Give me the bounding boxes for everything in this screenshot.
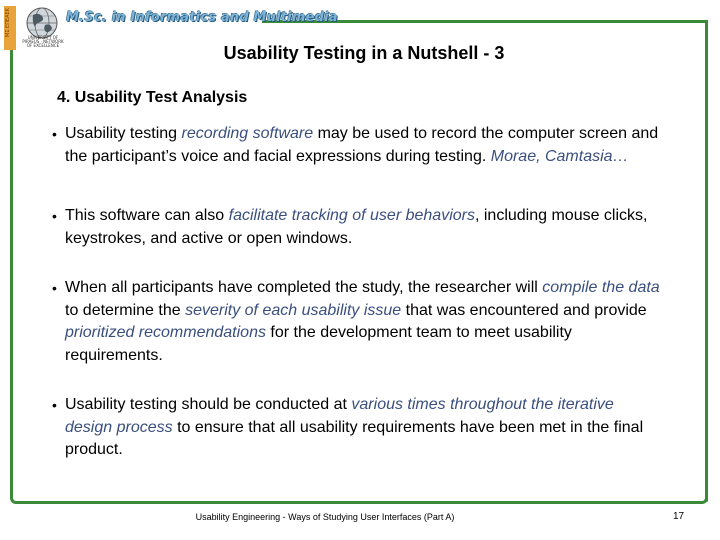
bullet-text: Usability testing should be conducted at bbox=[65, 396, 352, 413]
bullet-emphasis: recording software bbox=[181, 125, 314, 142]
section-heading: 4. Usability Test Analysis bbox=[57, 89, 248, 106]
bullet-emphasis: Morae, Camtasia… bbox=[490, 147, 629, 165]
bullet-emphasis: various times throughout the iterative design process bbox=[65, 396, 614, 436]
logo-caption: UNIVERSITY OF PIRAEUS · NETWORK OF EXCELLENCE bbox=[22, 35, 64, 48]
bullet-text: that was encountered and provide bbox=[401, 301, 647, 319]
bullet-text: Usability testing bbox=[65, 125, 182, 142]
frame-left-border bbox=[10, 46, 13, 498]
bullet-text: may be used to record the computer screen and the participant’s voice and facial expressions during testing. bbox=[65, 125, 659, 165]
bullet-item bbox=[50, 277, 660, 367]
bullet-emphasis: facilitate tracking of user behaviors bbox=[228, 207, 475, 224]
bullet-text: This software can also bbox=[65, 207, 229, 224]
bullet-text: to determine the bbox=[65, 301, 186, 319]
slide-title: Usability Testing in a Nutshell - 3 bbox=[223, 43, 505, 63]
footer-text: Usability Engineering - Ways of Studying User Interfaces (Part A) bbox=[195, 512, 455, 522]
frame-bottom-border bbox=[10, 498, 708, 504]
bullet-emphasis: severity of each usability issue bbox=[185, 301, 402, 319]
bullet-text: When all participants have completed the study, the researcher will bbox=[65, 279, 543, 296]
bullet-emphasis: compile the data bbox=[542, 279, 660, 296]
bullet-emphasis: prioritized recommendations bbox=[65, 324, 266, 341]
frame-right-border bbox=[705, 20, 708, 502]
bullet-text: , including mouse clicks, keystrokes, and active or open windows. bbox=[65, 207, 648, 247]
program-title: M.Sc. in Informatics and Multimedia bbox=[66, 10, 338, 25]
bullet-text: to ensure that all usability requirements have been met in the final product. bbox=[65, 418, 644, 458]
bullet-text: for the development team to meet usability requirements. bbox=[65, 324, 572, 364]
bullet-item bbox=[50, 205, 660, 250]
bullet-item bbox=[50, 394, 660, 462]
bullet-item bbox=[50, 123, 660, 168]
page-number: 17 bbox=[673, 511, 685, 522]
side-strip-text: ΜΣ ΕΠΕΑΕΚ bbox=[5, 8, 11, 37]
